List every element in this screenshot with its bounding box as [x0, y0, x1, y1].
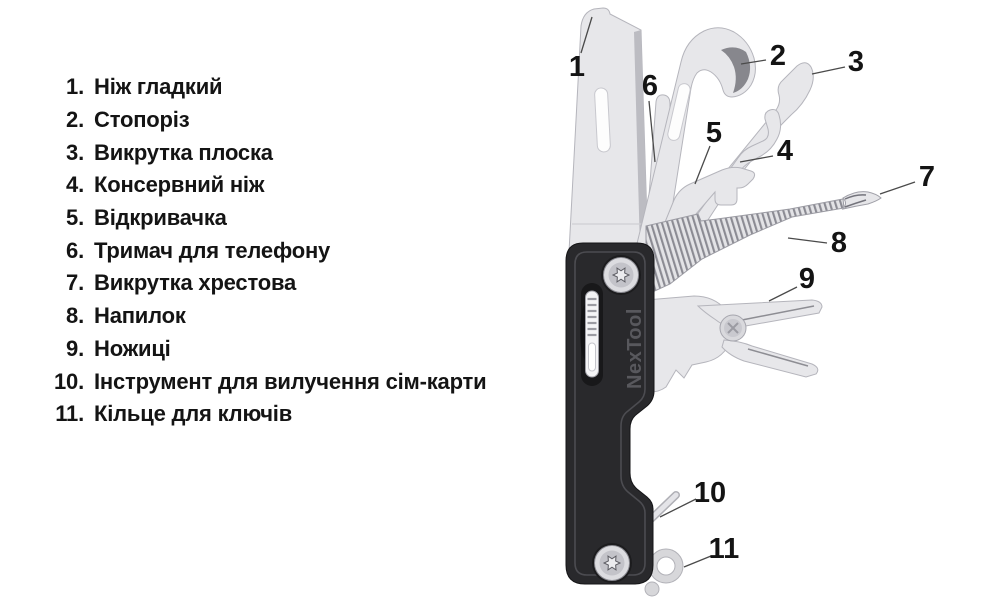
legend-item-number: 1. — [66, 74, 84, 100]
callout-number: 2 — [769, 40, 787, 72]
scissors — [646, 296, 822, 392]
legend-item-label: Тримач для телефону — [94, 237, 331, 263]
callout-number: 9 — [798, 263, 816, 295]
legend-item-number: 3. — [66, 139, 84, 165]
callout-line — [769, 287, 797, 301]
slider — [580, 283, 603, 386]
legend-item-number: 2. — [66, 107, 84, 133]
legend-item-label: Стопоріз — [94, 107, 190, 133]
callout-number: 11 — [708, 533, 740, 565]
legend-item-label: Консервний ніж — [94, 172, 265, 198]
blade-slot — [594, 88, 610, 153]
legend-item-label: Ніж гладкий — [94, 74, 223, 100]
legend-item-number: 7. — [66, 270, 84, 296]
legend-item-number: 10. — [54, 368, 84, 394]
legend-item-label: Напилок — [94, 303, 186, 329]
callout-number: 6 — [641, 70, 659, 102]
handle — [566, 243, 654, 584]
legend-item-number: 5. — [66, 205, 84, 231]
callout-line — [788, 238, 827, 243]
legend-item-number: 11. — [55, 401, 84, 427]
callout-number: 5 — [705, 117, 723, 149]
callout-line — [812, 67, 845, 74]
legend-item-label: Кільце для ключів — [94, 401, 293, 427]
callout-line — [684, 556, 711, 567]
legend-item-number: 8. — [66, 303, 84, 329]
torx-screw-bottom — [592, 543, 632, 583]
legend-item-number: 9. — [66, 335, 84, 361]
legend-item-number: 6. — [66, 237, 84, 263]
sim-tool — [650, 495, 676, 520]
callout-line — [880, 182, 915, 194]
callout-number: 3 — [847, 46, 865, 78]
slider-ridges — [588, 299, 597, 335]
callout-number: 1 — [568, 51, 586, 83]
callout-number: 8 — [830, 227, 848, 259]
callout-number: 4 — [776, 135, 794, 167]
brand-logo: NexTool — [624, 308, 646, 389]
phillips-screwdriver-tip — [843, 192, 881, 209]
callout-number: 7 — [918, 161, 936, 193]
legend-item-label: Викрутка хрестова — [94, 270, 297, 296]
scissors-lower-blade — [722, 340, 818, 377]
legend-item-label: Інструмент для вилучення сім-карти — [94, 368, 487, 394]
legend-item-label: Ножиці — [94, 335, 171, 361]
legend-item-number: 4. — [66, 172, 84, 198]
torx-screw-top — [601, 255, 641, 295]
legend-item-label: Відкривачка — [94, 205, 227, 231]
legend-item-label: Викрутка плоска — [94, 139, 273, 165]
callout-number: 10 — [693, 477, 727, 509]
knife-blade — [569, 8, 648, 252]
